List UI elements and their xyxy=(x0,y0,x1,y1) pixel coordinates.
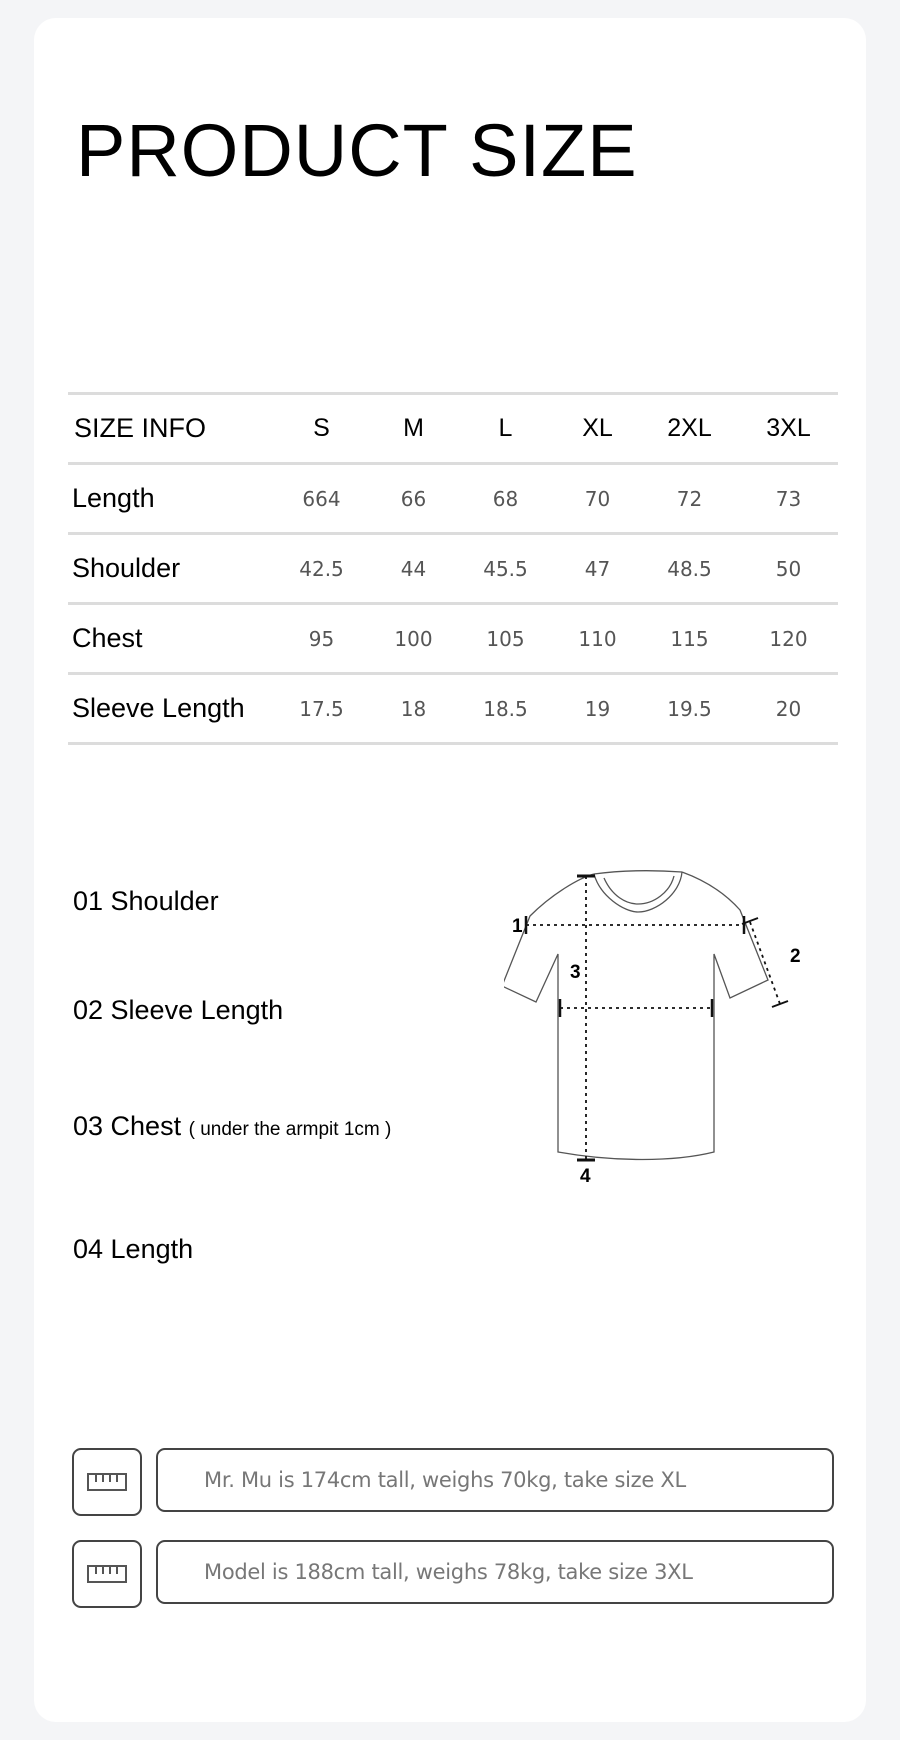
tshirt-outline-icon xyxy=(504,871,768,1160)
table-row xyxy=(68,464,838,534)
table-cell: 50 xyxy=(739,534,838,604)
model-note-row xyxy=(72,1540,838,1608)
measurement-length xyxy=(73,1234,193,1265)
row-label-shoulder: Shoulder xyxy=(68,534,272,604)
table-cell: 72 xyxy=(640,464,739,534)
table-row xyxy=(68,604,838,674)
measurement-note: ( under the armpit 1cm ) xyxy=(188,1119,392,1140)
size-header-3xl: 3XL xyxy=(739,394,838,464)
page-title: PRODUCT SIZE xyxy=(76,109,638,192)
size-header-l: L xyxy=(456,394,555,464)
table-cell: 95 xyxy=(272,604,371,674)
size-table xyxy=(68,392,838,745)
table-cell: 115 xyxy=(640,604,739,674)
model-note-row xyxy=(72,1448,838,1516)
marker-1: 1 xyxy=(512,916,523,937)
row-label-length: Length xyxy=(68,464,272,534)
table-cell: 66 xyxy=(371,464,456,534)
table-cell: 100 xyxy=(371,604,456,674)
size-info-header: SIZE INFO xyxy=(68,394,272,464)
table-cell: 17.5 xyxy=(272,674,371,744)
marker-4: 4 xyxy=(580,1166,591,1187)
table-cell: 47 xyxy=(555,534,640,604)
size-header-row xyxy=(68,394,838,464)
table-cell: 48.5 xyxy=(640,534,739,604)
measurement-chest xyxy=(73,1111,391,1142)
table-cell: 664 xyxy=(272,464,371,534)
size-chart-card xyxy=(34,18,866,1722)
table-cell: 105 xyxy=(456,604,555,674)
table-cell: 44 xyxy=(371,534,456,604)
ruler-icon xyxy=(72,1448,142,1516)
measurement-shoulder xyxy=(73,886,219,917)
row-label-sleeve-length: Sleeve Length xyxy=(68,674,272,744)
measurement-sleeve-length xyxy=(73,995,283,1026)
table-cell: 73 xyxy=(739,464,838,534)
table-cell: 45.5 xyxy=(456,534,555,604)
table-cell: 42.5 xyxy=(272,534,371,604)
table-cell: 120 xyxy=(739,604,838,674)
measurement-guides xyxy=(526,876,788,1160)
size-header-2xl: 2XL xyxy=(640,394,739,464)
marker-3: 3 xyxy=(570,962,581,983)
measurement-label: 03 Chest xyxy=(73,1111,182,1141)
ruler-icon xyxy=(72,1540,142,1608)
size-header-m: M xyxy=(371,394,456,464)
table-cell: 110 xyxy=(555,604,640,674)
table-cell: 18 xyxy=(371,674,456,744)
size-header-xl: XL xyxy=(555,394,640,464)
table-cell: 68 xyxy=(456,464,555,534)
table-cell: 70 xyxy=(555,464,640,534)
size-header-s: S xyxy=(272,394,371,464)
row-label-chest: Chest xyxy=(68,604,272,674)
marker-2: 2 xyxy=(790,946,801,967)
table-cell: 18.5 xyxy=(456,674,555,744)
table-cell: 19 xyxy=(555,674,640,744)
tshirt-measurement-diagram xyxy=(504,854,874,1194)
table-row xyxy=(68,534,838,604)
table-cell: 19.5 xyxy=(640,674,739,744)
measurement-label: 04 Length xyxy=(73,1234,194,1264)
measurement-label: 01 Shoulder xyxy=(73,886,219,916)
model-note-text: Mr. Mu is 174cm tall, weighs 70kg, take size XL xyxy=(156,1448,834,1512)
table-cell: 20 xyxy=(739,674,838,744)
model-note-text: Model is 188cm tall, weighs 78kg, take size 3XL xyxy=(156,1540,834,1604)
measurement-label: 02 Sleeve Length xyxy=(73,995,284,1025)
table-row xyxy=(68,674,838,744)
